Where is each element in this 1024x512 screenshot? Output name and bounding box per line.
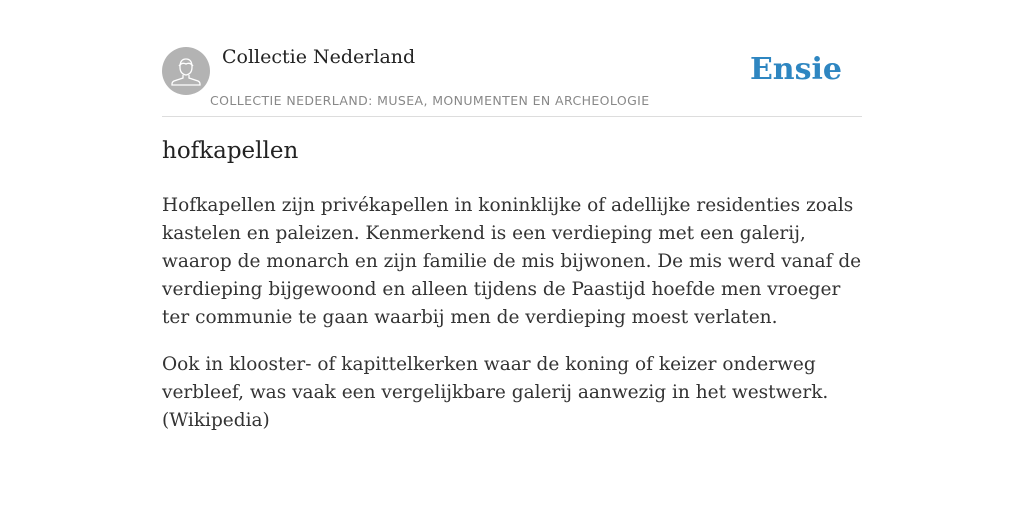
source-name[interactable]: Collectie Nederland bbox=[222, 46, 416, 68]
article-paragraph: Hofkapellen zijn privékapellen in koninklijke of adellijke residenties zoals kastelen en paleizen. Kenmerkend is een verdieping met een galerij, waarop de monarch en zijn familie de mis bijwonen. De mis werd vanaf de verdieping bijgewoond en alleen tijdens de Paastijd hoefde men vroeger ter communie te gaan waarbij men de verdieping moest verlaten. bbox=[162, 195, 862, 328]
article-paragraph: Ook in klooster- of kapittelkerken waar de koning of keizer onderweg verbleef, was vaak een vergelijkbare galerij aanwezig in het westwerk. (Wikipedia) bbox=[162, 354, 829, 431]
brand-logo[interactable]: Ensie bbox=[749, 52, 842, 87]
article-body bbox=[162, 192, 862, 454]
source-subtitle: COLLECTIE NEDERLAND: MUSEA, MONUMENTEN EN ARCHEOLOGIE bbox=[210, 93, 650, 108]
page-title: hofkapellen bbox=[162, 138, 299, 164]
source-header bbox=[162, 44, 862, 117]
avatar[interactable] bbox=[162, 47, 210, 95]
user-silhouette-icon bbox=[162, 47, 210, 95]
